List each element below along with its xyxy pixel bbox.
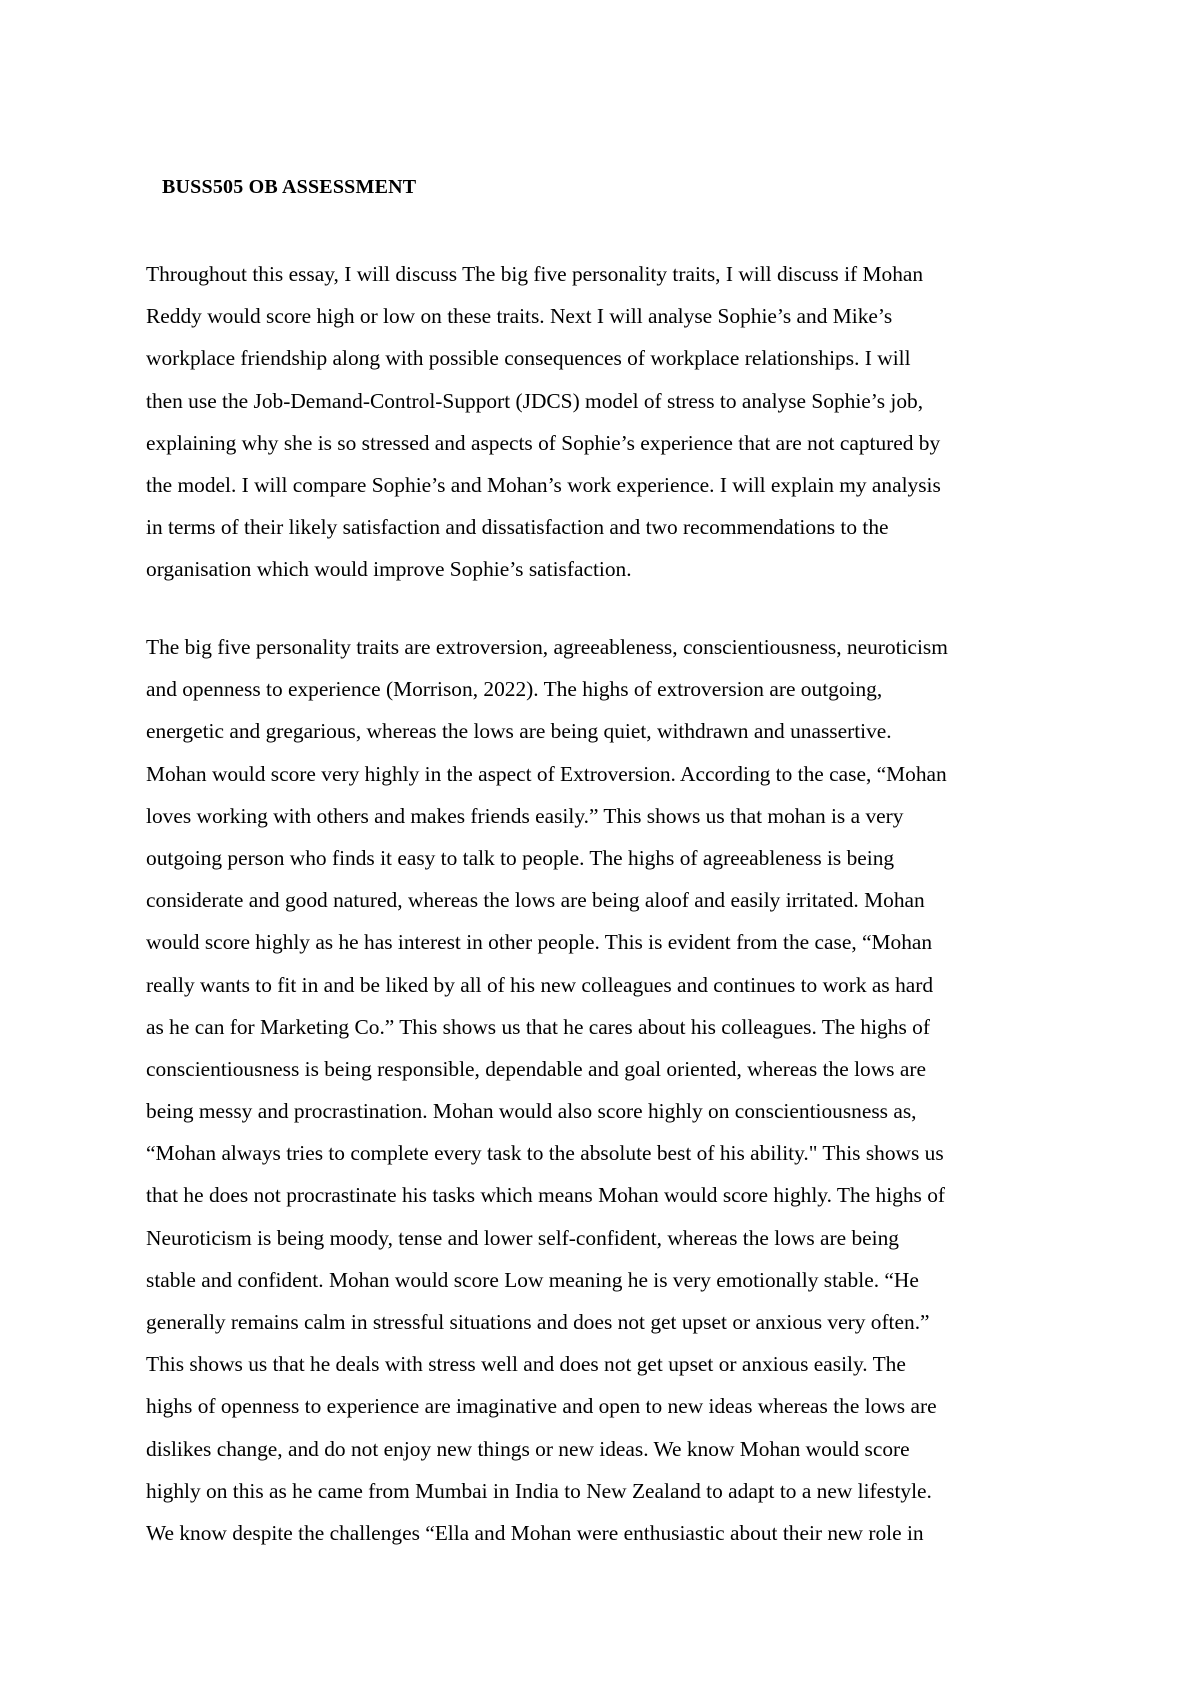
paragraph-line: conscientiousness is being responsible, dependable and goal oriented, whereas the lows are: [146, 1056, 926, 1081]
paragraph-line: We know despite the challenges “Ella and Mohan were enthusiastic about their new role in: [146, 1520, 924, 1545]
paragraph-line: highs of openness to experience are imaginative and open to new ideas whereas the lows are: [146, 1394, 937, 1419]
paragraph-line: “Mohan always tries to complete every task to the absolute best of his ability." This shows us: [146, 1141, 944, 1166]
paragraph-line: really wants to fit in and be liked by all of his new colleagues and continues to work as hard: [146, 972, 934, 997]
paragraph-line: considerate and good natured, whereas the lows are being aloof and easily irritated. Mohan: [146, 888, 925, 913]
big-five-paragraph: [146, 626, 1186, 1554]
paragraph-line: highly on this as he came from Mumbai in India to New Zealand to adapt to a new lifestyle.: [146, 1478, 932, 1503]
paragraph-line: Mohan would score very highly in the aspect of Extroversion. According to the case, “Mohan: [146, 761, 947, 786]
paragraph-line: Neuroticism is being moody, tense and lower self-confident, whereas the lows are being: [146, 1225, 900, 1250]
paragraph-line: loves working with others and makes friends easily.” This shows us that mohan is a very: [146, 803, 904, 828]
paragraph-line: then use the Job-Demand-Control-Support (JDCS) model of stress to analyse Sophie’s job,: [146, 388, 924, 413]
paragraph-line: would score highly as he has interest in other people. This is evident from the case, “Mohan: [146, 930, 933, 955]
paragraph-line: The big five personality traits are extroversion, agreeableness, conscientiousness, neuroticism: [146, 635, 948, 659]
document-title: BUSS505 OB ASSESSMENT: [162, 176, 417, 198]
paragraph-line: stable and confident. Mohan would score Low meaning he is very emotionally stable. “He: [146, 1267, 919, 1292]
intro-paragraph: [146, 253, 1186, 591]
paragraph-line: being messy and procrastination. Mohan would also score highly on conscientiousness as,: [146, 1099, 917, 1124]
paragraph-line: the model. I will compare Sophie’s and Mohan’s work experience. I will explain my analysis: [146, 472, 941, 497]
paragraph-line: explaining why she is so stressed and aspects of Sophie’s experience that are not captured by: [146, 430, 941, 455]
paragraph-line: workplace friendship along with possible consequences of workplace relationships. I will: [146, 346, 911, 371]
paragraph-line: that he does not procrastinate his tasks which means Mohan would score highly. The highs of: [146, 1183, 946, 1208]
paragraph-line: Reddy would score high or low on these traits. Next I will analyse Sophie’s and Mike’s: [146, 304, 893, 329]
paragraph-line: in terms of their likely satisfaction and dissatisfaction and two recommendations to the: [146, 515, 889, 540]
paragraph-line: dislikes change, and do not enjoy new things or new ideas. We know Mohan would score: [146, 1436, 910, 1461]
paragraph-line: This shows us that he deals with stress well and does not get upset or anxious easily. The: [146, 1352, 906, 1377]
paragraph-line: outgoing person who finds it easy to talk to people. The highs of agreeableness is being: [146, 845, 895, 870]
paragraph-line: as he can for Marketing Co.” This shows us that he cares about his colleagues. The highs of: [146, 1014, 930, 1039]
paragraph-line: organisation which would improve Sophie’s satisfaction.: [146, 557, 632, 582]
paragraph-line: generally remains calm in stressful situations and does not get upset or anxious very often.”: [146, 1310, 930, 1334]
paragraph-line: and openness to experience (Morrison, 2022). The highs of extroversion are outgoing,: [146, 677, 883, 702]
paragraph-line: Throughout this essay, I will discuss The big five personality traits, I will discuss if Mohan: [146, 262, 924, 286]
paragraph-line: energetic and gregarious, whereas the lows are being quiet, withdrawn and unassertive.: [146, 719, 892, 744]
